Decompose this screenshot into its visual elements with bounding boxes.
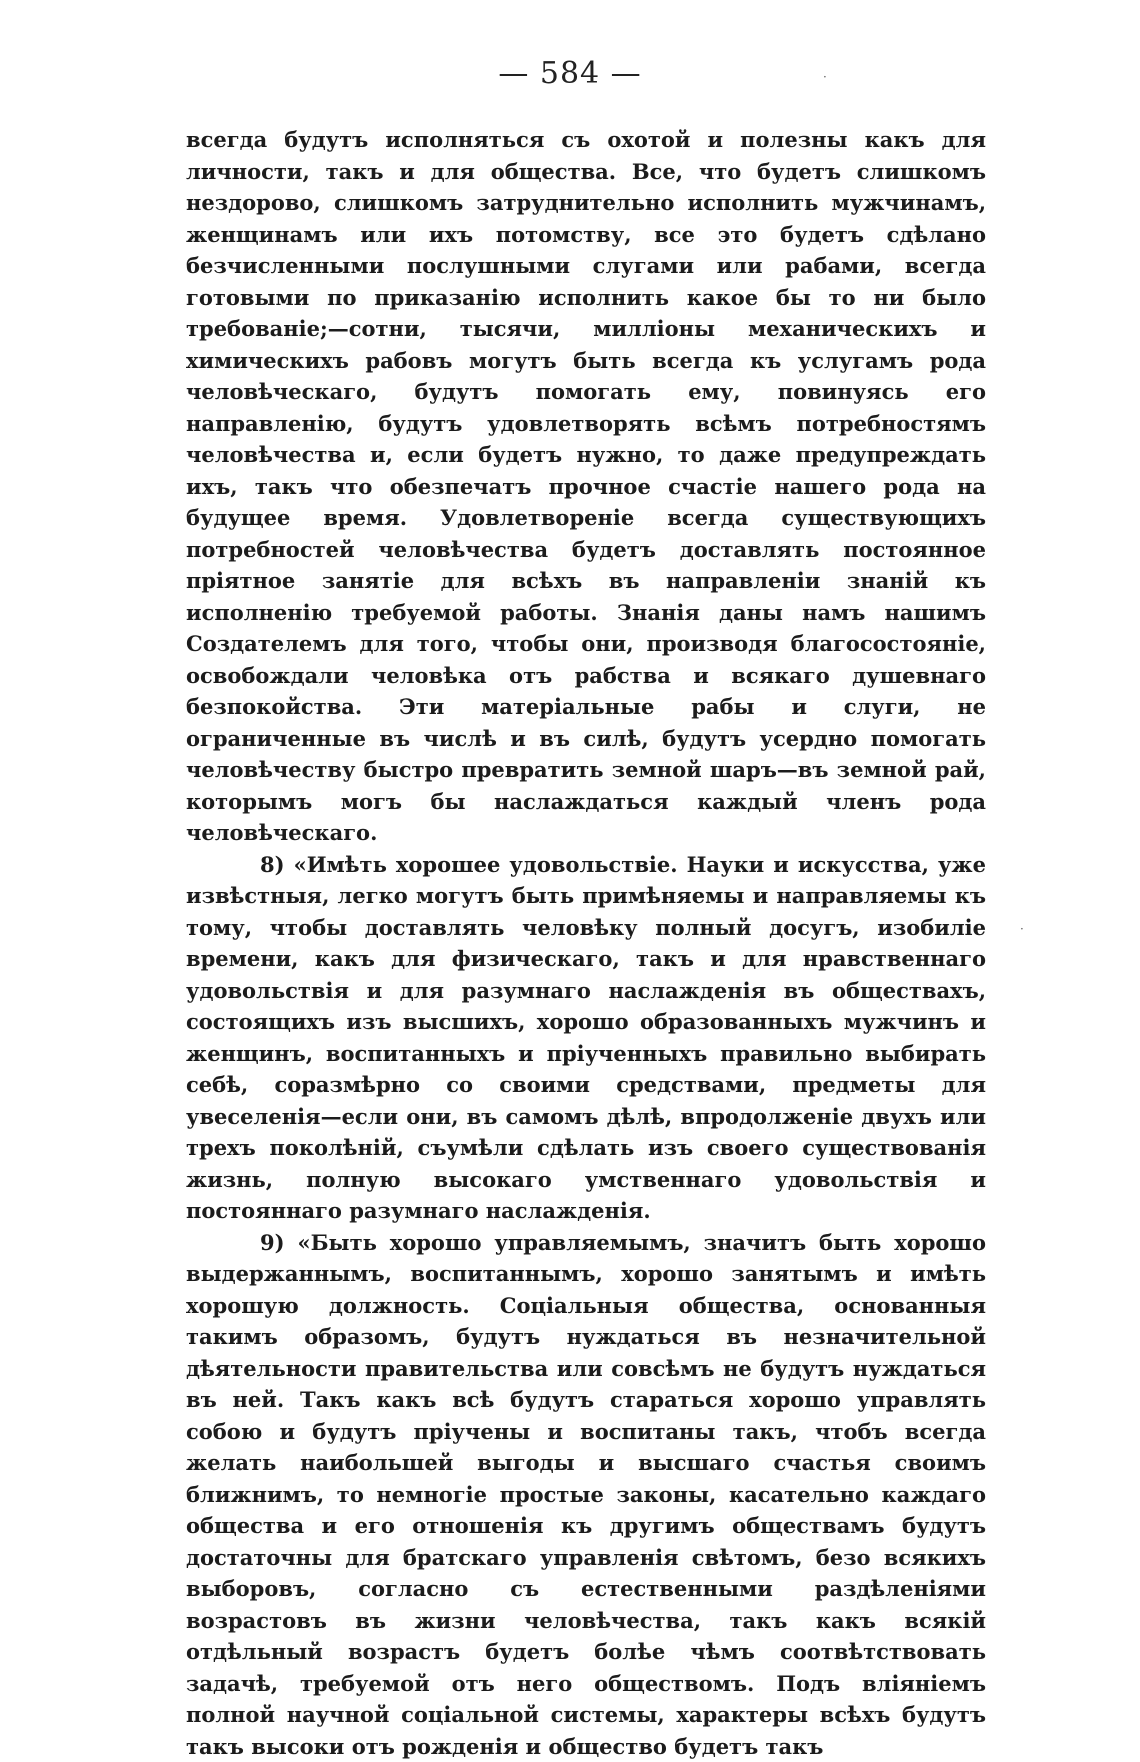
print-speck: · (823, 70, 827, 84)
paragraph-continued: всегда будутъ исполняться съ охотой и полезны какъ для личности, такъ и для общества. Все, что будетъ слишкомъ нездорово, слишкомъ затруднительно исполнить мужчинамъ, женщинамъ или ихъ потомству, все это будетъ сдѣлано безчисленными послушными слугами или рабами, всегда готовыми по приказанію исполнить какое бы то ни было требованіе;—сотни, тысячи, милліоны механическихъ и химическихъ рабовъ могутъ быть всегда къ услугамъ рода человѣческаго, будутъ помогать ему, повинуясь его направленію, будутъ удовлетворять всѣмъ потребностямъ человѣчества и, если будетъ нужно, то даже предупреждать ихъ, такъ что обезпечатъ прочное счастіе нашего рода на будущее время. Удовлетвореніе всегда существующихъ потребностей человѣчества будетъ доставлять постоянное пріятное занятіе для всѣхъ въ направленіи знаній къ исполненію требуемой работы. Знанія даны намъ нашимъ Создателемъ для того, чтобы они, производя благосостояніе, освобождали человѣка отъ рабства и всякаго душевнаго безпокойства. Эти матеріальные рабы и слуги, не ограниченные въ числѣ и въ силѣ, будутъ усердно помогать человѣчеству быстро превратить земной шаръ—въ земной рай, которымъ могъ бы наслаждаться каждый членъ рода человѣческаго. (186, 124, 986, 849)
body-text (186, 124, 986, 1762)
page-number: — 584 — (0, 56, 1140, 91)
paragraph-item-8: 8) «Имѣть хорошее удовольствіе. Науки и искусства, уже извѣстныя, легко могутъ быть примѣняемы и направляемы къ тому, чтобы доставлять человѣку полный досугъ, изобиліе времени, какъ для физическаго, такъ и для нравственнаго удовольствія и для разумнаго наслажденія въ обществахъ, состоящихъ изъ высшихъ, хорошо образованныхъ мужчинъ и женщинъ, воспитанныхъ и пріученныхъ правильно выбирать себѣ, соразмѣрно со своими средствами, предметы для увеселенія—если они, въ самомъ дѣлѣ, впродолженіе двухъ или трехъ поколѣній, съумѣли сдѣлать изъ своего существованія жизнь, полную высокаго умственнаго удовольствія и постояннаго разумнаго наслажденія. (186, 849, 986, 1227)
paragraph-item-9: 9) «Быть хорошо управляемымъ, значитъ быть хорошо выдержаннымъ, воспитаннымъ, хорошо занятымъ и имѣть хорошую должность. Соціальныя общества, основанныя такимъ образомъ, будутъ нуждаться въ незначительной дѣятельности правительства или совсѣмъ не будутъ нуждаться въ ней. Такъ какъ всѣ будутъ стараться хорошо управлять собою и будутъ пріучены и воспитаны такъ, чтобъ всегда желать наибольшей выгоды и высшаго счастья своимъ ближнимъ, то немногіе простые законы, касательно каждаго общества и его отношенія къ другимъ обществамъ будутъ достаточны для братскаго управленія свѣтомъ, безо всякихъ выборовъ, согласно съ естественными раздѣленіями возрастовъ въ жизни человѣчества, такъ какъ всякій отдѣльный возрастъ будетъ болѣе чѣмъ соотвѣтствовать задачѣ, требуемой отъ него обществомъ. Подъ вліяніемъ полной научной соціальной системы, характеры всѣхъ будутъ такъ высоки отъ рожденія и общество будетъ такъ (186, 1227, 986, 1762)
print-speck: · (1020, 922, 1024, 936)
